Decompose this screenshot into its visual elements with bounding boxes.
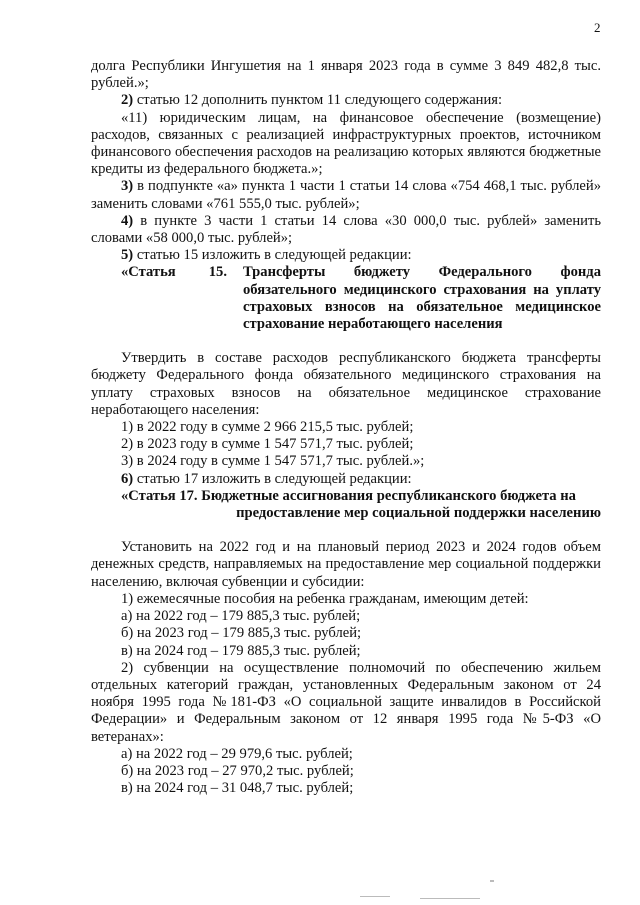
list-item: в) на 2024 год – 31 048,7 тыс. рублей; — [121, 780, 354, 797]
paragraph: 2) субвенции на осуществление полномочий по обеспечению жильем отдельных категорий граждан, установленных Федеральным законом от 24 ноября 1995 года №181-ФЗ «О социальной защите инвалидов в Российской Федерации» и Федеральным законом от 12 января 1995 года №5-ФЗ «О ветеранах»: — [91, 659, 601, 745]
item-text: статью 17 изложить в следующей редакции: — [133, 470, 412, 487]
item-text: в подпункте «а» пункта 1 части 1 статьи 14 слова «754 468,1 тыс. рублей» заменить словами «761 555,0 тыс. рублей»; — [91, 178, 601, 212]
paragraph — [91, 471, 601, 488]
spacer — [91, 333, 601, 350]
document-body — [91, 58, 601, 797]
article-15-label — [91, 264, 243, 333]
page-number: 2 — [594, 20, 601, 35]
paragraph — [91, 178, 601, 212]
list-item: 3) в 2024 году в сумме 1 547 571,7 тыс. рублей.»; — [121, 453, 425, 470]
scan-artifact — [420, 898, 480, 899]
item-number: 5) — [121, 247, 134, 264]
article-label-number: 15. — [208, 264, 227, 281]
paragraph — [91, 247, 601, 264]
item-text: статью 15 изложить в следующей редакции: — [133, 247, 412, 264]
paragraph: Установить на 2022 год и на плановый период 2023 и 2024 годов объем денежных средств, направляемых на предоставление мер социальной поддержки населению, включая субвенции и субсидии: — [91, 539, 601, 590]
paragraph — [91, 92, 601, 109]
list-item: 1) ежемесячные пособия на ребенка гражданам, имеющим детей: — [121, 590, 529, 607]
paragraph — [91, 213, 601, 247]
item-text: статью 12 дополнить пунктом 11 следующего содержания: — [133, 92, 503, 109]
article-15-heading — [91, 264, 601, 333]
item-number: 2) — [121, 92, 134, 109]
list-item: б) на 2023 год – 179 885,3 тыс. рублей; — [121, 625, 362, 642]
list-item: 2) в 2023 году в сумме 1 547 571,7 тыс. рублей; — [121, 436, 414, 453]
paragraph: Утвердить в составе расходов республиканского бюджета трансферты бюджету Федерального фонда обязательного медицинского страхования на уплату страховых взносов на обязательное медицинское страхование неработающего населения: — [91, 350, 601, 418]
paragraph: долга Республики Ингушетия на 1 января 2023 года в сумме 3 849 482,8 тыс. рублей.»; — [91, 58, 601, 92]
scan-artifact — [490, 880, 494, 882]
list-item: а) на 2022 год – 179 885,3 тыс. рублей; — [121, 608, 361, 625]
list-item: б) на 2023 год – 27 970,2 тыс. рублей; — [121, 762, 354, 779]
item-number: 6) — [121, 470, 134, 487]
list-item: 1) в 2022 году в сумме 2 966 215,5 тыс. рублей; — [121, 419, 414, 436]
article-17-heading — [91, 488, 601, 522]
scan-artifact — [360, 896, 390, 897]
item-number: 4) — [121, 212, 134, 229]
item-number: 3) — [121, 178, 134, 195]
article-label-word: «Статья — [121, 264, 176, 281]
article-17-title-line2: предоставление мер социальной поддержки населению — [236, 505, 601, 522]
spacer — [91, 522, 601, 539]
list-item: а) на 2022 год – 29 979,6 тыс. рублей; — [121, 745, 353, 762]
list-item: в) на 2024 год – 179 885,3 тыс. рублей; — [121, 642, 361, 659]
article-15-title: Трансферты бюджету Федерального фонда обязательного медицинского страхования на уплату страховых взносов на обязательное медицинское страхование неработающего населения — [243, 264, 601, 333]
article-17-title-line1: «Статья 17. Бюджетные ассигнования республиканского бюджета на — [121, 487, 576, 504]
paragraph: «11) юридическим лицам, на финансовое обеспечение (возмещение) расходов, связанных с реализацией инфраструктурных проектов, источником финансового обеспечения расходов на реализацию которых являются бюджетные кредиты из федерального бюджета.»; — [91, 109, 601, 178]
item-text: в пункте 3 части 1 статьи 14 слова «30 000,0 тыс. рублей» заменить словами «58 000,0 тыс. рублей»; — [91, 212, 601, 247]
